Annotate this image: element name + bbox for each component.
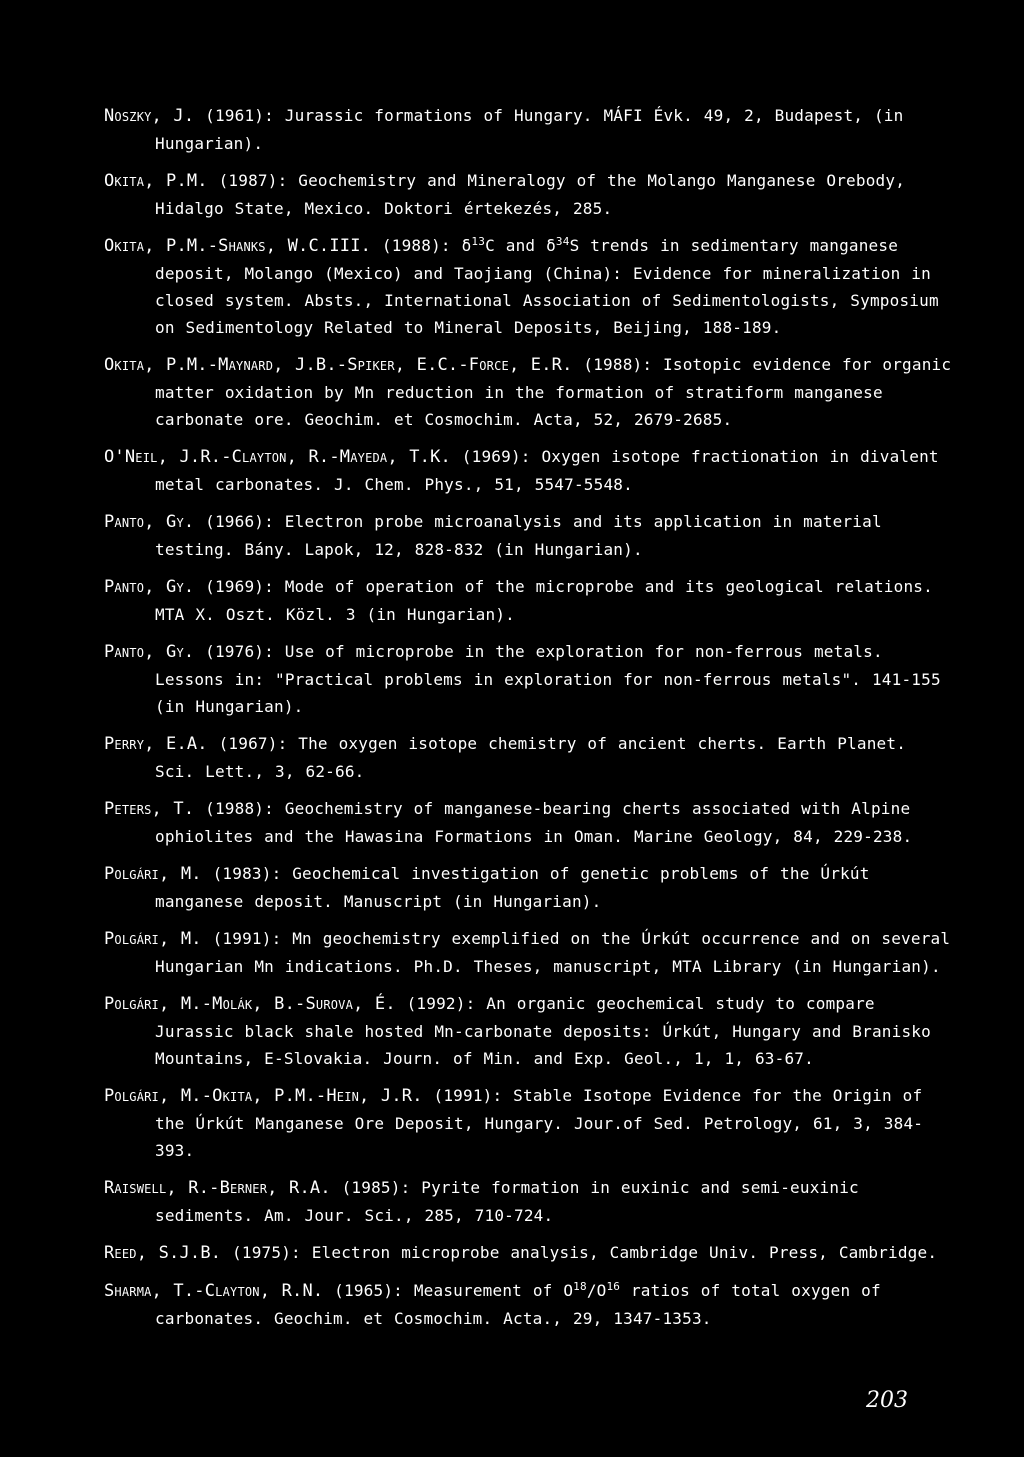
reference-entry	[104, 638, 954, 720]
reference-authors: Reed, S.J.B.	[104, 1243, 222, 1263]
reference-text: (1987): Geochemistry and Mineralogy of the Molango Manganese Orebody, Hidalgo State, Mexico. Doktori értekezés, 285.	[155, 171, 906, 218]
reference-text: (1988): Geochemistry of manganese-bearing cherts associated with Alpine ophiolites and the Hawasina Formations in Oman. Marine Geology, 84, 229-238.	[155, 799, 913, 846]
reference-authors: Perry, E.A.	[104, 734, 208, 754]
reference-entry	[104, 102, 954, 157]
reference-entry	[104, 232, 954, 341]
reference-authors: Okita, P.M.	[104, 171, 208, 191]
reference-text: (1961): Jurassic formations of Hungary. MÁFI Évk. 49, 2, Budapest, (in Hungarian).	[155, 106, 904, 153]
reference-entry	[104, 1174, 954, 1229]
reference-authors: Polgári, M.-Molák, B.-Surova, É.	[104, 994, 396, 1014]
reference-authors: Panto, Gy.	[104, 512, 195, 532]
reference-text: (1965): Measurement of O	[323, 1281, 574, 1300]
reference-text: (1992): An organic geochemical study to compare Jurassic black shale hosted Mn-carbonate deposits: Úrkút, Hungary and Branisko Mountains, E-Slovakia. Journ. of Min. and Exp. Geol., 1, 1, 63-67.	[155, 994, 931, 1068]
reference-entry	[104, 990, 954, 1072]
reference-text: (1976): Use of microprobe in the exploration for non-ferrous metals. Lessons in: "Practical problems in exploration for non-ferrous metals". 141-155 (in Hungarian).	[155, 642, 941, 716]
superscript: 34	[555, 235, 570, 248]
reference-text: C and δ	[485, 236, 556, 255]
reference-entry	[104, 795, 954, 850]
reference-text: (1966): Electron probe microanalysis and its application in material testing. Bány. Lapok, 12, 828-832 (in Hungarian).	[155, 512, 882, 559]
reference-text: (1988): Isotopic evidence for organic matter oxidation by Mn reduction in the formation of stratiform manganese carbonate ore. Geochim. et Cosmochim. Acta, 52, 2679-2685.	[155, 355, 952, 429]
reference-entry	[104, 925, 954, 980]
reference-text: (1975): Electron microprobe analysis, Cambridge Univ. Press, Cambridge.	[221, 1243, 938, 1262]
page-number: 203	[866, 1388, 908, 1413]
reference-authors: Sharma, T.-Clayton, R.N.	[104, 1281, 324, 1301]
reference-entry	[104, 573, 954, 628]
reference-entry	[104, 351, 954, 433]
superscript: 18	[573, 1280, 587, 1293]
reference-entry	[104, 443, 954, 498]
reference-authors: Polgári, M.	[104, 864, 202, 884]
reference-text: (1985): Pyrite formation in euxinic and semi-euxinic sediments. Am. Jour. Sci., 285, 710-724.	[155, 1178, 859, 1225]
reference-authors: Okita, P.M.-Shanks, W.C.III.	[104, 236, 372, 256]
reference-authors: Noszky, J.	[104, 106, 195, 126]
reference-authors: Polgári, M.-Okita, P.M.-Hein, J.R.	[104, 1086, 423, 1106]
reference-authors: Okita, P.M.-Maynard, J.B.-Spiker, E.C.-Force, E.R.	[104, 355, 573, 375]
reference-entry	[104, 1239, 954, 1267]
reference-text: S trends in sedimentary manganese deposit, Molango (Mexico) and Taojiang (China): Evidence for mineralization in closed system. Absts., International Association of Sedimentologists, Symposium on Sedimentology Related to Mineral Deposits, Beijing, 188-189.	[155, 236, 939, 337]
reference-text: (1983): Geochemical investigation of genetic problems of the Úrkút manganese deposit. Manuscript (in Hungarian).	[155, 864, 870, 911]
reference-authors: Panto, Gy.	[104, 577, 195, 597]
reference-entry	[104, 508, 954, 563]
reference-entry	[104, 860, 954, 915]
reference-text: (1991): Mn geochemistry exemplified on the Úrkút occurrence and on several Hungarian Mn indications. Ph.D. Theses, manuscript, MTA Library (in Hungarian).	[155, 929, 951, 976]
reference-entry	[104, 167, 954, 222]
reference-text: (1969): Oxygen isotope fractionation in divalent metal carbonates. J. Chem. Phys., 51, 5547-5548.	[155, 447, 939, 494]
superscript: 16	[606, 1280, 621, 1293]
reference-authors: Raiswell, R.-Berner, R.A.	[104, 1178, 331, 1198]
reference-authors: O'Neil, J.R.-Clayton, R.-Mayeda, T.K.	[104, 447, 451, 467]
reference-text: ratios of total oxygen of carbonates. Geochim. et Cosmochim. Acta., 29, 1347-1353.	[155, 1281, 881, 1328]
reference-text: (1988): δ	[371, 236, 472, 255]
reference-entry	[104, 1082, 954, 1164]
reference-authors: Polgári, M.	[104, 929, 202, 949]
reference-text: (1991): Stable Isotope Evidence for the Origin of the Úrkút Manganese Ore Deposit, Hungary. Jour.of Sed. Petrology, 61, 3, 384-393.	[155, 1086, 924, 1160]
superscript: 13	[471, 235, 486, 248]
reference-entry	[104, 1277, 954, 1332]
reference-text: /O	[586, 1281, 607, 1300]
reference-text: (1967): The oxygen isotope chemistry of ancient cherts. Earth Planet. Sci. Lett., 3, 62-66.	[155, 734, 907, 781]
reference-list	[104, 102, 954, 1342]
reference-text: (1969): Mode of operation of the microprobe and its geological relations. MTA X. Oszt. Közl. 3 (in Hungarian).	[155, 577, 933, 624]
reference-authors: Panto, Gy.	[104, 642, 195, 662]
reference-authors: Peters, T.	[104, 799, 195, 819]
reference-entry	[104, 730, 954, 785]
